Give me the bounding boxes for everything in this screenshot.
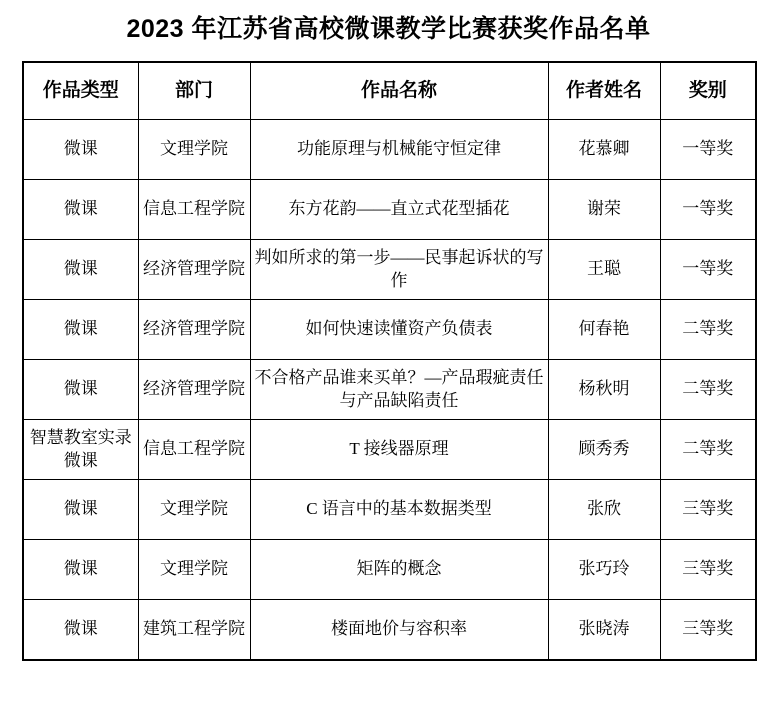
cell-text: 微课 xyxy=(63,379,98,399)
cell-type xyxy=(23,360,138,420)
cell-text: 何春艳 xyxy=(578,319,630,339)
cell-text: 三等奖 xyxy=(682,559,734,579)
cell-author xyxy=(548,360,660,420)
cell-text: 微课 xyxy=(63,559,98,579)
cell-text: 建筑工程学院 xyxy=(143,619,245,639)
cell-text: 微课 xyxy=(63,259,98,279)
cell-prize xyxy=(660,480,756,540)
cell-author xyxy=(548,120,660,180)
cell-prize xyxy=(660,240,756,300)
cell-text: 张晓涛 xyxy=(578,619,630,639)
cell-type xyxy=(23,420,138,480)
cell-department xyxy=(138,360,250,420)
cell-text: 信息工程学院 xyxy=(143,439,245,459)
cell-text: 二等奖 xyxy=(682,379,734,399)
cell-prize xyxy=(660,420,756,480)
cell-work-name xyxy=(250,300,548,360)
cell-text: 张欣 xyxy=(587,499,621,519)
award-table-container xyxy=(0,61,777,661)
cell-text: 花慕卿 xyxy=(578,139,630,159)
cell-author xyxy=(548,420,660,480)
table-row xyxy=(23,360,756,420)
cell-text: 微课 xyxy=(63,319,98,339)
table-row xyxy=(23,420,756,480)
table-header-row xyxy=(23,62,756,120)
cell-text: 经济管理学院 xyxy=(143,259,245,279)
cell-text: 一等奖 xyxy=(682,259,734,279)
cell-work-name xyxy=(250,540,548,600)
cell-text: 顾秀秀 xyxy=(578,439,630,459)
table-body xyxy=(23,120,756,660)
cell-work-name xyxy=(250,120,548,180)
cell-type xyxy=(23,180,138,240)
cell-department xyxy=(138,180,250,240)
cell-prize xyxy=(660,300,756,360)
cell-type xyxy=(23,480,138,540)
cell-text: 经济管理学院 xyxy=(143,319,245,339)
cell-text: 王聪 xyxy=(587,259,621,279)
cell-text: 东方花韵——直立式花型插花 xyxy=(288,199,510,219)
cell-text: 文理学院 xyxy=(160,139,228,159)
cell-type xyxy=(23,240,138,300)
cell-text: 功能原理与机械能守恒定律 xyxy=(297,139,501,159)
cell-type xyxy=(23,120,138,180)
cell-text: 微课 xyxy=(63,139,98,159)
cell-work-name xyxy=(250,420,548,480)
column-header-work-name: 作品名称 xyxy=(250,62,548,120)
cell-department xyxy=(138,540,250,600)
table-row xyxy=(23,180,756,240)
cell-author xyxy=(548,540,660,600)
column-header-type: 作品类型 xyxy=(23,62,138,120)
cell-prize xyxy=(660,540,756,600)
table-row xyxy=(23,480,756,540)
cell-department xyxy=(138,300,250,360)
award-table xyxy=(22,61,757,661)
cell-prize xyxy=(660,600,756,660)
cell-text: 文理学院 xyxy=(160,499,228,519)
table-row xyxy=(23,240,756,300)
cell-text: 三等奖 xyxy=(682,499,734,519)
cell-text: 二等奖 xyxy=(682,319,734,339)
cell-department xyxy=(138,480,250,540)
cell-department xyxy=(138,120,250,180)
cell-text: 楼面地价与容积率 xyxy=(331,619,467,639)
table-row xyxy=(23,600,756,660)
cell-work-name xyxy=(250,240,548,300)
cell-work-name xyxy=(250,480,548,540)
cell-text: 矩阵的概念 xyxy=(356,559,442,579)
cell-text: 文理学院 xyxy=(160,559,228,579)
cell-text: 信息工程学院 xyxy=(143,199,245,219)
cell-text: 一等奖 xyxy=(682,139,734,159)
cell-text: 如何快速读懂资产负债表 xyxy=(305,319,493,339)
cell-text: 智慧教室实录微课 xyxy=(29,427,132,470)
cell-author xyxy=(548,240,660,300)
cell-text: 经济管理学院 xyxy=(143,379,245,399)
cell-text: 杨秋明 xyxy=(578,379,630,399)
cell-type xyxy=(23,540,138,600)
cell-work-name xyxy=(250,600,548,660)
cell-type xyxy=(23,600,138,660)
cell-prize xyxy=(660,180,756,240)
cell-text: 张巧玲 xyxy=(578,559,630,579)
column-header-prize: 奖别 xyxy=(660,62,756,120)
cell-author xyxy=(548,180,660,240)
table-row xyxy=(23,540,756,600)
table-row xyxy=(23,300,756,360)
cell-author xyxy=(548,480,660,540)
cell-text: 二等奖 xyxy=(682,439,734,459)
column-header-department: 部门 xyxy=(138,62,250,120)
cell-department xyxy=(138,420,250,480)
table-row xyxy=(23,120,756,180)
cell-text: 不合格产品谁来买单？—产品瑕疵责任与产品缺陷责任 xyxy=(254,367,544,410)
cell-author xyxy=(548,300,660,360)
cell-prize xyxy=(660,360,756,420)
cell-text: 微课 xyxy=(63,199,98,219)
cell-text: 一等奖 xyxy=(682,199,734,219)
cell-text: T 接线器原理 xyxy=(349,439,449,459)
page-title: 2023 年江苏省高校微课教学比赛获奖作品名单 xyxy=(126,15,651,43)
cell-department xyxy=(138,600,250,660)
cell-text: C 语言中的基本数据类型 xyxy=(306,499,492,519)
cell-text: 谢荣 xyxy=(587,199,621,219)
column-header-author: 作者姓名 xyxy=(548,62,660,120)
cell-department xyxy=(138,240,250,300)
cell-work-name xyxy=(250,360,548,420)
cell-text: 三等奖 xyxy=(682,619,734,639)
cell-text: 微课 xyxy=(63,619,98,639)
cell-type xyxy=(23,300,138,360)
cell-author xyxy=(548,600,660,660)
cell-text: 判如所求的第一步——民事起诉状的写作 xyxy=(254,247,544,290)
cell-text: 微课 xyxy=(63,499,98,519)
cell-prize xyxy=(660,120,756,180)
cell-work-name xyxy=(250,180,548,240)
table-header xyxy=(23,62,756,120)
